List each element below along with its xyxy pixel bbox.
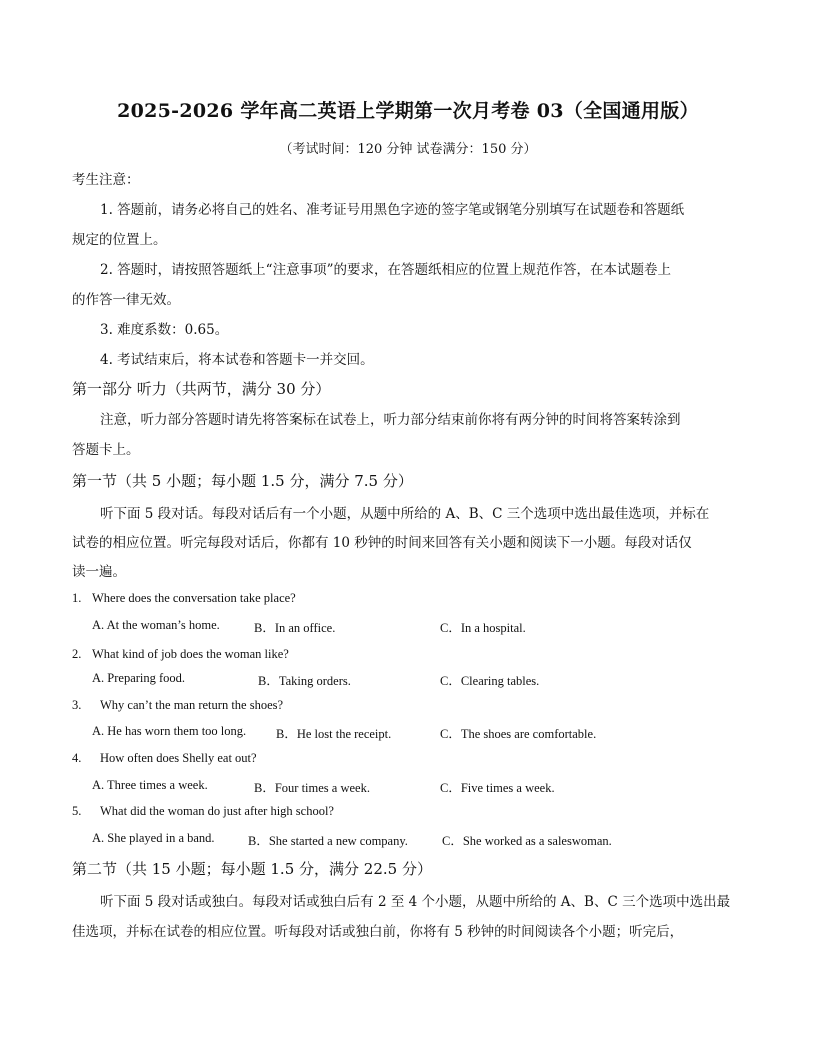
section1-instruction-line-2: 试卷的相应位置。听完每段对话后，你都有 10 秒钟的时间来回答有关小题和阅读下一小题。每段对话仅 xyxy=(72,535,692,551)
question-4-option-a: A. Three times a week. xyxy=(92,778,208,792)
notice-item-4: 4. 考试结束后，将本试卷和答题卡一并交回。 xyxy=(100,352,374,368)
notice-item-2-line-2: 的作答一律无效。 xyxy=(72,292,180,308)
part1-note-line-1: 注意，听力部分答题时请先将答案标在试卷上，听力部分结束前你将有两分钟的时间将答案转涂到 xyxy=(100,412,681,428)
notice-heading: 考生注意： xyxy=(72,172,140,188)
question-5-text: What did the woman do just after high school? xyxy=(100,804,334,818)
question-2-option-c: C．Clearing tables. xyxy=(440,674,540,688)
question-4-option-b: B．Four times a week. xyxy=(254,781,370,795)
question-2-number: 2. xyxy=(72,647,82,661)
question-1-option-b: B．In an office. xyxy=(254,621,336,635)
notice-item-3: 3. 难度系数：0.65。 xyxy=(100,322,229,338)
question-2-text: What kind of job does the woman like? xyxy=(92,647,289,661)
notice-item-1-line-1: 1. 答题前，请务必将自己的姓名、准考证号用黑色字迹的签字笔或钢笔分别填写在试题卷和答题纸 xyxy=(100,202,685,218)
question-1-option-a: A. At the woman’s home. xyxy=(92,618,220,632)
question-5-option-b: B．She started a new company. xyxy=(248,834,408,848)
question-3-option-a: A. He has worn them too long. xyxy=(92,724,247,738)
question-1-text: Where does the conversation take place? xyxy=(92,591,296,605)
section2-heading: 第二节（共 15 小题；每小题 1.5 分，满分 22.5 分） xyxy=(72,860,432,878)
question-3-text: Why can’t the man return the shoes? xyxy=(100,698,284,712)
question-5-number: 5. xyxy=(72,804,82,818)
exam-title: 2025-2026 学年高二英语上学期第一次月考卷 03（全国通用版） xyxy=(117,100,699,122)
section2-instruction-line-2: 佳选项，并标在试卷的相应位置。听每段对话或独白前，你将有 5 秒钟的时间阅读各个小题；听完后， xyxy=(72,924,684,940)
section1-instruction-line-3: 读一遍。 xyxy=(72,564,126,580)
question-5-option-c: C．She worked as a saleswoman. xyxy=(442,834,612,848)
section1-instruction-line-1: 听下面 5 段对话。每段对话后有一个小题，从题中所给的 A、B、C 三个选项中选出最佳选项，并标在 xyxy=(100,506,710,522)
section2-instruction-line-1: 听下面 5 段对话或独白。每段对话或独白后有 2 至 4 个小题，从题中所给的 A、B、C 三个选项中选出最 xyxy=(100,894,731,910)
question-4-text: How often does Shelly eat out? xyxy=(100,751,257,765)
question-4-option-c: C．Five times a week. xyxy=(440,781,555,795)
part1-note-line-2: 答题卡上。 xyxy=(72,442,140,458)
section1-heading: 第一节（共 5 小题；每小题 1.5 分，满分 7.5 分） xyxy=(72,472,413,490)
question-1-number: 1. xyxy=(72,591,82,605)
question-3-option-c: C．The shoes are comfortable. xyxy=(440,727,597,741)
question-3-number: 3. xyxy=(72,698,82,712)
part1-heading: 第一部分 听力（共两节，满分 30 分） xyxy=(72,380,331,398)
question-4-number: 4. xyxy=(72,751,82,765)
notice-item-1-line-2: 规定的位置上。 xyxy=(72,232,167,248)
notice-item-2-line-1: 2. 答题时，请按照答题纸上“注意事项”的要求，在答题纸相应的位置上规范作答，在本试题卷上 xyxy=(100,262,671,278)
question-2-option-a: A. Preparing food. xyxy=(92,671,186,685)
question-2-option-b: B．Taking orders. xyxy=(258,674,351,688)
exam-subtitle: （考试时间：120 分钟 试卷满分：150 分） xyxy=(279,142,537,157)
question-5-option-a: A. She played in a band. xyxy=(92,831,215,845)
question-3-option-b: B．He lost the receipt. xyxy=(276,727,392,741)
question-1-option-c: C．In a hospital. xyxy=(440,621,526,635)
